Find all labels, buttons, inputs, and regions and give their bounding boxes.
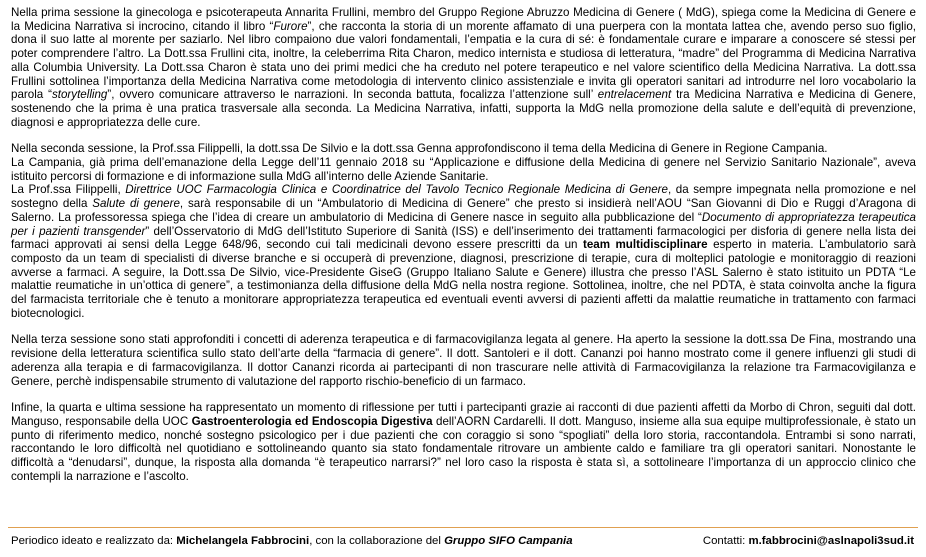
text-run: ” dell’Osservatorio di MdG dell’Istituto Superiore di Sanità (ISS) e dell’inserimento dei trattamenti farmacologici per disforia di genere nella lista dei farmaci approvati ai sensi della Legge 648/96, secondo cui tali medicinali devono essere prescritti da un [11,224,916,252]
text-run: , da sempre impegnata nella promozione e nel sostegno della [11,183,916,211]
paragraph-filippelli [11,183,916,320]
text-run: , sarà responsabile di un “Ambulatorio di Medicina di Genere” che presto si insidierà nell’AOU “San Giovanni di Dio e Ruggi d’Aragona di Salerno. La professoressa spiega che l’idea di creare un ambulatorio di Medicina di Genere nasce in seguito alla pubblicazione del “ [11,197,916,224]
text-run: ”, ovvero comunicare attraverso le narrazioni. In seconda battuta, focalizza l’attenzione sull’ [107,88,598,102]
paragraph-session-4 [11,401,916,483]
paragraph-session-1 [11,6,916,129]
text-run: dell’AORN Cardarelli. Il dott. Manguso, insieme alla sua equipe multiprofessionale, è stato un punto di riferimento medico, nonché sostegno psicologico per i due pazienti che con coraggio si sono “spogliati” della loro storia, raccontandola. Entrambi si sono narrati, raccontando le loro difficoltà nel quotidiano e sottolineando quanto sia stato fondamentale ritrovare un ambiente caldo e familiare tra gli operatori sanitari. Nonostante le difficoltà a “denudarsi”, dunque, la risposta alla domanda “è terapeutico narrarsi?” nel loro caso la risposta è stata sì, a sottolineare l’importanza di un approccio clinico che contempli la narrazione e l’ascolto. [11,414,916,483]
footer-divider [8,527,918,528]
text-run: entrelacement [597,88,672,102]
text-run: Infine, la quarta e ultima sessione ha rappresentato un momento di riflessione per tutti i partecipanti grazie ai racconti di due pazienti affetti da Morbo di Chron, seguiti dal dott. Manguso, responsabile della UOC [11,401,916,428]
text-run: team multidisciplinare [582,238,708,252]
text-run: Direttrice UOC Farmacologia Clinica e Coordinatrice del Tavolo Tecnico Regionale Medicina di Genere [125,183,668,197]
footer-middle: , con la collaborazione del [309,535,445,547]
footer [11,535,914,549]
footer-credits [11,535,573,549]
text-run: Nella terza sessione sono stati approfonditi i concetti di aderenza terapeutica e di farmacovigilanza legata al genere. Ha aperto la sessione la dott.ssa De Fina, mostrando una revisione della letteratura scientifica sullo stato dell’arte della “farmacia di genere”. Il dott. Santoleri e il dott. Cananzi poi hanno mostrato come il genere influenzi gli studi di aderenza alla terapia e di farmacovigilanza. Il dottor Cananzi ricorda ai partecipanti di non trascurare nelle attività di Farmacovigilanza la relazione tra Farmacovigilanza e Genere, perchè indispensabile strumento di valutazione del rapporto rischio-beneficio di un farmaco. [11,333,916,388]
footer-author: Michelangela Fabbrocini [176,535,310,547]
footer-prefix: Periodico ideato e realizzato da: [11,535,177,547]
text-run: Nella prima sessione la ginecologa e psicoterapeuta Annarita Frullini, membro del Gruppo Regione Abruzzo Medicina di Genere ( MdG), spiega come la Medicina di Genere e la Medicina Narrativa si incrocino, citando il libro “ [11,6,916,33]
paragraph-session-2-intro [11,142,916,156]
text-run: ”, che racconta la storia di un morente affamato di una puerpera con la montata lattea che, avendo perso suo figlio, dona il suo latte al morente per saziarlo. Nel libro compaiono due valori fondamentali, l’empatia e la cura di sé: è fondamentale curare e imparare a conoscere sé stessi per poter comprendere l’altro. La Dott.ssa Frullini cita, inoltre, la celeberrima Rita Charon, medico internista e studiosa di letteratura, “madre” del Programma di Medicina Narrativa alla Columbia University. La Dott.ssa Charon è stata uno dei primi medici che ha creduto nel potere terapeutico e nel valore scientifico della Medicina Narrativa. La dott.ssa Frullini sottolinea l’importanza della Medicina Narrativa come metodologia di intervento clinico assistenziale e invita gli operatori sanitari ad introdurre nel loro vocabolario la parola “ [11,19,916,102]
footer-contacts-label: Contatti: [702,535,749,547]
text-run: La Campania, già prima dell’emanazione della Legge dell’11 gennaio 2018 su “Applicazione e diffusione della Medicina di genere nel Servizio Sanitario Nazionale”, aveva istituito percorsi di formazione e di informazione sulla MdG all’interno delle Aziende Sanitarie. [11,156,916,183]
text-run: La Prof.ssa Filippelli, [11,183,126,197]
footer-group: Gruppo SIFO Campania [444,535,573,547]
text-run: tra Medicina Narrativa e Medicina di Genere, sostenendo che la prima è una pratica trasversale alla seconda. La Medicina Narrativa, infatti, supporta la MdG nella promozione della salute e dell’equità di prevenzione, diagnosi e appropriatezza delle cure. [11,88,916,129]
text-run: esperto in materia. L’ambulatorio sarà composto da un team di specialisti di diverse branche e si occuperà di prevenzione, diagnosi, prescrizione di terapie, cura di molteplici patologie e monitoraggio di reazioni avverse a farmaci. A seguire, la Dott.ssa De Silvio, vice-Presidente GiseG (Gruppo Italiano Salute e Genere) illustra che presso l’ASL Salerno è stato istituito un PDTA “Le malattie reumatiche in un’ottica di genere”, a testimonianza della diffusione della MdG nella nostra regione. Sottolinea, inoltre, che nel PDTA, è stata coinvolta anche la figura del farmacista territoriale che è tenuto a monitorare appropriatezza terapeutica ed eventuali eventi avversi di pazienti affetti da malattie reumatiche in trattamento con farmaci biotecnologici. [11,238,916,320]
footer-email[interactable]: m.fabbrocini@aslnapoli3sud.it [748,535,914,547]
text-run: Salute di genere [92,197,180,211]
footer-contacts [703,535,914,549]
text-run: Furore [273,19,308,33]
text-run: Nella seconda sessione, la Prof.ssa Filippelli, la dott.ssa De Silvio e la dott.ssa Genna approfondiscono il tema della Medicina di Genere in Regione Campania. [11,142,828,156]
paragraph-campania [11,156,916,183]
text-run: Documento di appropriatezza terapeutica per i pazienti transgender [11,210,916,238]
paragraph-session-3 [11,333,916,388]
text-run: storytelling [51,88,108,102]
text-run: Gastroenterologia ed Endoscopia Digestiva [191,414,433,428]
